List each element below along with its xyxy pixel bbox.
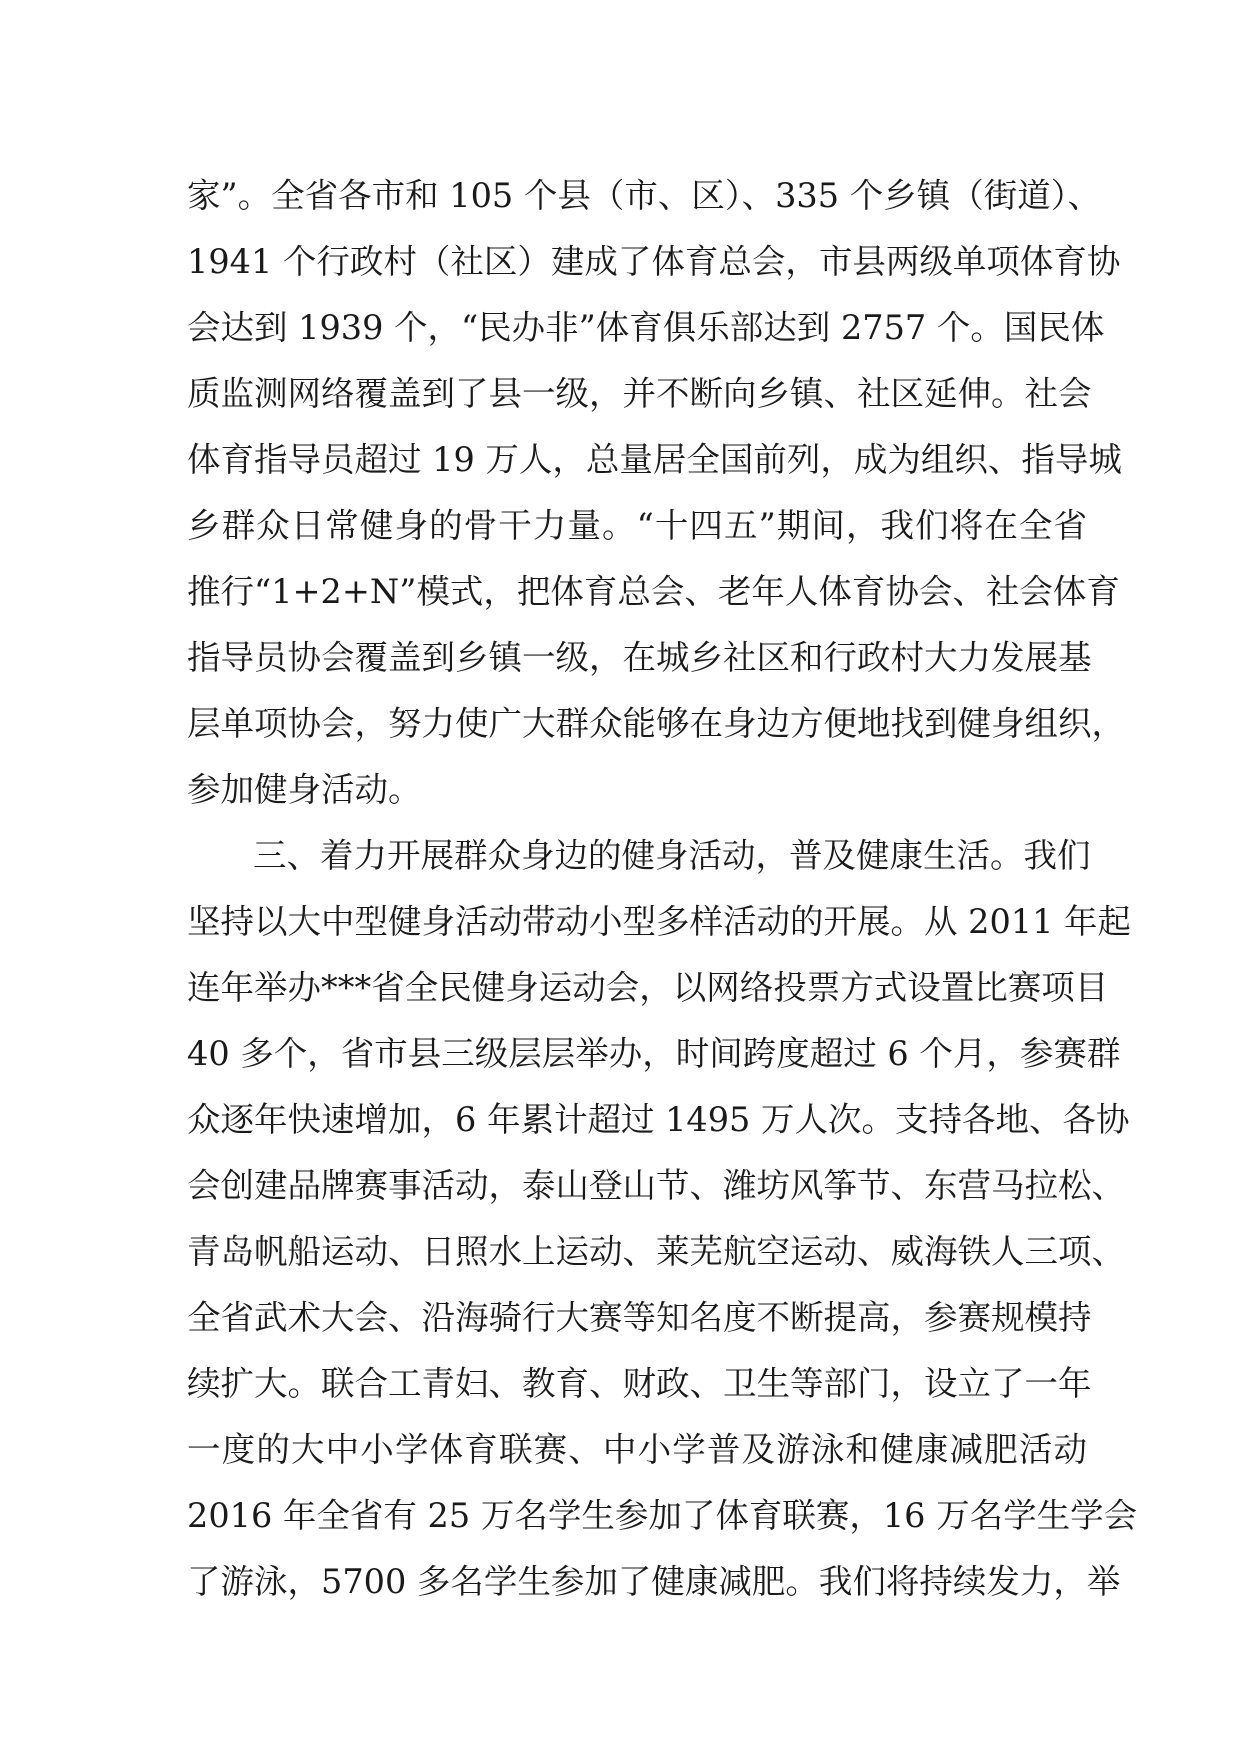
text-line: 层单项协会，努力使广大群众能够在身边方便地找到健身组织， (187, 704, 1125, 743)
text-line: 质监测网络覆盖到了县一级，并不断向乡镇、社区延伸。社会 (187, 374, 1092, 413)
text-line: 40 多个，省市县三级层层举办，时间跨度超过 6 个月，参赛群 (187, 1034, 1121, 1073)
text-line: 一度的大中小学体育联赛、中小学普及游泳和健康减肥活动 (187, 1430, 1087, 1469)
text-line: 家”。全省各市和 105 个县（市、区）、335 个乡镇（街道）、 (187, 176, 1101, 215)
text-line: 了游泳，5700 多名学生参加了健康减肥。我们将持续发力，举 (187, 1562, 1121, 1601)
text-line: 乡群众日常健身的骨干力量。“十四五”期间，我们将在全省 (187, 506, 1087, 545)
text-line: 指导员协会覆盖到乡镇一级，在城乡社区和行政村大力发展基 (187, 638, 1092, 677)
text-line: 参加健身活动。 (187, 770, 422, 809)
text-line: 全省武术大会、沿海骑行大赛等知名度不断提高，参赛规模持 (187, 1298, 1092, 1337)
text-line: 连年举办***省全民健身运动会，以网络投票方式设置比赛项目 (187, 968, 1109, 1007)
text-line: 2016 年全省有 25 万名学生参加了体育联赛，16 万名学生学会 (187, 1496, 1138, 1535)
text-line: 会达到 1939 个，“民办非”体育俱乐部达到 2757 个。国民体 (187, 308, 1105, 347)
text-line: 体育指导员超过 19 万人，总量居全国前列，成为组织、指导城 (187, 440, 1122, 479)
text-line: 推行“1+2+N”模式，把体育总会、老年人体育协会、社会体育 (187, 572, 1120, 611)
text-line: 1941 个行政村（社区）建成了体育总会，市县两级单项体育协 (187, 242, 1121, 281)
text-line: 青岛帆船运动、日照水上运动、莱芜航空运动、威海铁人三项、 (187, 1232, 1125, 1271)
section-heading-line: 三、着力开展群众身边的健身活动，普及健康生活。我们 (253, 836, 1091, 875)
text-line: 众逐年快速增加，6 年累计超过 1495 万人次。支持各地、各协 (187, 1100, 1130, 1139)
text-line: 续扩大。联合工青妇、教育、财政、卫生等部门，设立了一年 (187, 1364, 1092, 1403)
text-line: 坚持以大中型健身活动带动小型多样活动的开展。从 2011 年起 (187, 902, 1132, 941)
text-line: 会创建品牌赛事活动，泰山登山节、潍坊风筝节、东营马拉松、 (187, 1166, 1125, 1205)
